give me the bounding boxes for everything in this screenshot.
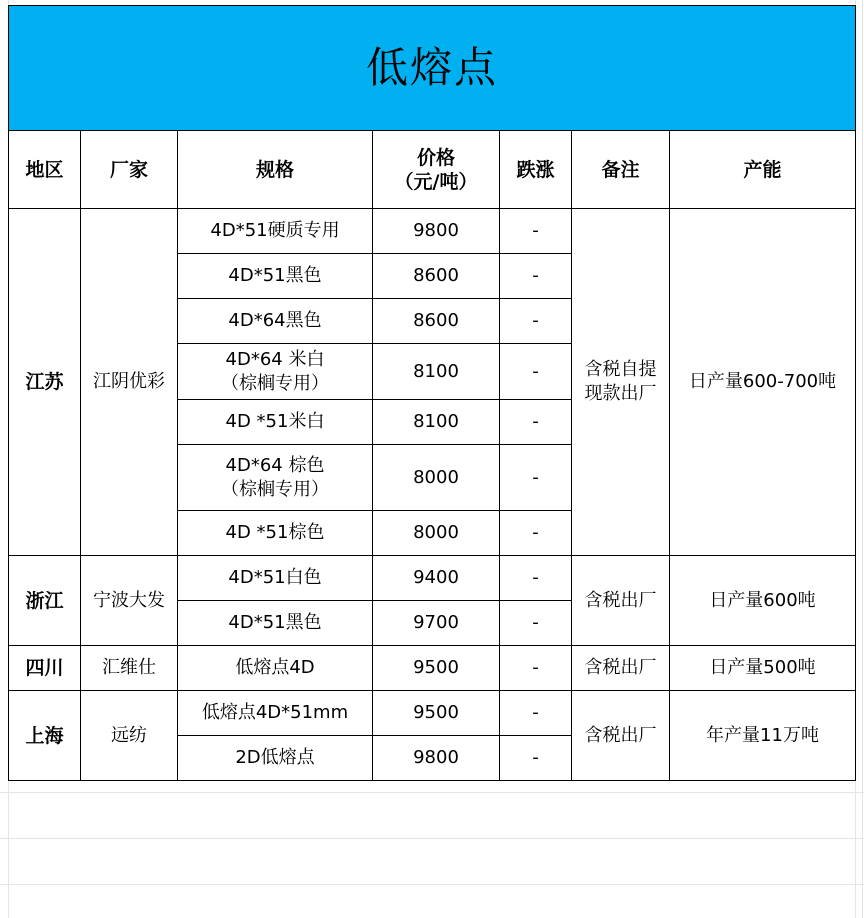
change-cell: - [500,445,572,511]
spec-cell: 4D*51黑色 [178,254,373,299]
spec-line1: 4D*64 棕色 [225,454,325,476]
spec-cell: 4D*51硬质专用 [178,209,373,254]
change-cell: - [500,209,572,254]
spec-cell [178,344,373,400]
change-cell: - [500,691,572,736]
price-cell: 9700 [373,601,500,646]
maker-cell: 宁波大发 [81,556,178,646]
change-cell: - [500,400,572,445]
table-row [9,691,856,736]
remark-line2: 现款出厂 [584,383,657,404]
price-sheet [8,5,856,781]
capacity-cell: 日产量500吨 [670,646,856,691]
price-cell: 9400 [373,556,500,601]
table-row [9,209,856,254]
price-cell: 9500 [373,691,500,736]
header-price-line1: 价格 [416,146,455,169]
region-cell: 浙江 [9,556,81,646]
capacity-cell: 日产量600吨 [670,556,856,646]
change-cell: - [500,736,572,781]
change-cell: - [500,556,572,601]
spec-cell: 4D *51棕色 [178,511,373,556]
header-maker: 厂家 [81,131,178,209]
spec-cell: 4D*51黑色 [178,601,373,646]
header-remark: 备注 [572,131,670,209]
price-cell: 9800 [373,736,500,781]
maker-cell: 远纺 [81,691,178,781]
table-row [9,646,856,691]
spec-cell: 4D *51米白 [178,400,373,445]
price-table [8,5,856,781]
spec-line2: （棕榈专用） [221,372,329,394]
price-cell: 8000 [373,445,500,511]
price-cell: 9500 [373,646,500,691]
region-cell: 上海 [9,691,81,781]
spec-line2: （棕榈专用） [221,478,329,500]
price-cell: 8100 [373,344,500,400]
remark-cell: 含税出厂 [572,556,670,646]
remark-cell: 含税出厂 [572,691,670,781]
spec-cell: 低熔点4D [178,646,373,691]
region-cell: 江苏 [9,209,81,556]
spec-cell: 4D*64黑色 [178,299,373,344]
price-cell: 8100 [373,400,500,445]
header-region: 地区 [9,131,81,209]
header-spec: 规格 [178,131,373,209]
price-cell: 8000 [373,511,500,556]
change-cell: - [500,511,572,556]
change-cell: - [500,299,572,344]
price-cell: 9800 [373,209,500,254]
capacity-cell: 日产量600-700吨 [670,209,856,556]
header-price-line2: （元/吨） [394,170,478,193]
change-cell: - [500,646,572,691]
change-cell: - [500,601,572,646]
header-price [373,131,500,209]
price-cell: 8600 [373,299,500,344]
remark-line1: 含税自提 [584,359,657,380]
spec-cell [178,445,373,511]
maker-cell: 江阴优彩 [81,209,178,556]
price-cell: 8600 [373,254,500,299]
region-cell: 四川 [9,646,81,691]
change-cell: - [500,254,572,299]
spec-cell: 4D*51白色 [178,556,373,601]
spec-cell: 2D低熔点 [178,736,373,781]
spec-cell: 低熔点4D*51mm [178,691,373,736]
spec-line1: 4D*64 米白 [225,348,325,370]
remark-cell: 含税出厂 [572,646,670,691]
header-capacity: 产能 [670,131,856,209]
page-title: 低熔点 [9,6,856,131]
maker-cell: 汇维仕 [81,646,178,691]
remark-cell [572,209,670,556]
capacity-cell: 年产量11万吨 [670,691,856,781]
table-row [9,556,856,601]
change-cell: - [500,344,572,400]
header-change: 跌涨 [500,131,572,209]
